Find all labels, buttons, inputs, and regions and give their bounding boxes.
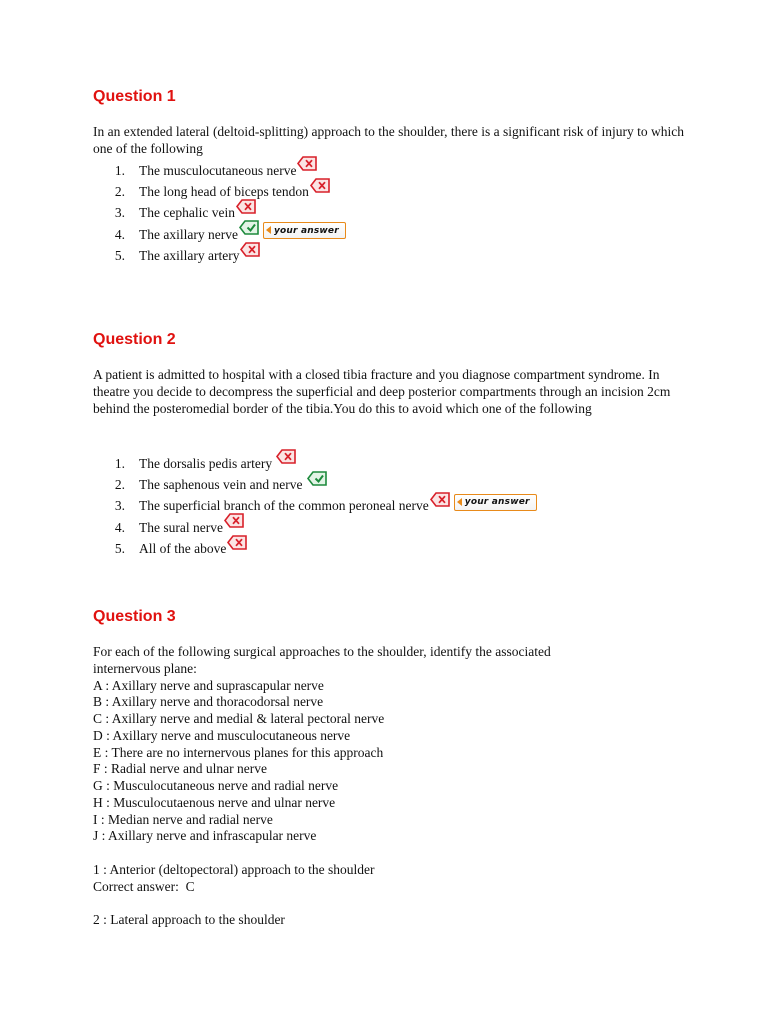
option-number: 3. xyxy=(114,205,125,221)
option-text: All of the above xyxy=(139,541,227,557)
option-text: The superficial branch of the common peroneal nerve xyxy=(139,498,429,514)
option-number: 5. xyxy=(114,248,125,264)
choice-i: I : Median nerve and radial nerve xyxy=(93,811,273,827)
option-number: 4. xyxy=(114,519,125,535)
question-1-stem: In an extended lateral (deltoid-splitting) approach to the shoulder, there is a significant risk of injury to which one of the following xyxy=(93,124,685,156)
item-1-correct-answer: Correct answer: C xyxy=(93,878,195,894)
question-3-body xyxy=(93,644,551,929)
wrong-icon xyxy=(227,535,247,556)
option-5[interactable] xyxy=(93,246,346,267)
option-2[interactable] xyxy=(93,181,346,202)
choice-h: H : Musculocutaenous nerve and ulnar nerve xyxy=(93,794,336,810)
option-number: 5. xyxy=(114,541,125,557)
option-1[interactable] xyxy=(93,160,346,181)
wrong-icon xyxy=(224,513,244,534)
choice-c: C : Axillary nerve and medial & lateral pectoral nerve xyxy=(93,711,385,726)
option-text: The musculocutaneous nerve xyxy=(139,162,297,178)
wrong-icon xyxy=(236,199,256,220)
option-text: The long head of biceps tendon xyxy=(139,184,309,200)
item-1: 1 : Anterior (deltopectoral) approach to the shoulder xyxy=(93,861,375,877)
option-number: 1. xyxy=(114,455,125,471)
choice-g: G : Musculocutaneous nerve and radial nerve xyxy=(93,778,339,793)
your-answer-badge: your answer xyxy=(454,494,537,511)
option-text: The axillary artery xyxy=(139,248,240,264)
question-1-title: Question 1 xyxy=(93,88,176,105)
question-3-stem-line: For each of the following surgical approaches to the shoulder, identify the associated xyxy=(93,644,551,659)
option-4[interactable] xyxy=(93,517,537,538)
option-number: 1. xyxy=(114,162,125,178)
option-5[interactable] xyxy=(93,539,537,560)
your-answer-badge: your answer xyxy=(263,222,346,239)
option-text: The axillary nerve xyxy=(139,226,238,242)
option-text: The cephalic vein xyxy=(139,205,235,221)
option-number: 3. xyxy=(114,498,125,514)
choice-b: B : Axillary nerve and thoracodorsal nerve xyxy=(93,694,324,710)
check-icon xyxy=(307,471,327,492)
option-3[interactable] xyxy=(93,496,537,517)
option-text: The saphenous vein and nerve xyxy=(139,477,303,493)
option-number: 2. xyxy=(114,184,125,200)
option-text: The sural nerve xyxy=(139,519,223,535)
wrong-icon xyxy=(297,156,317,177)
choice-a: A : Axillary nerve and suprascapular nerve xyxy=(93,677,324,693)
choice-j: J : Axillary nerve and infrascapular nerve xyxy=(93,828,317,844)
option-number: 4. xyxy=(114,226,125,242)
wrong-icon xyxy=(430,492,450,513)
item-2: 2 : Lateral approach to the shoulder xyxy=(93,912,285,927)
choice-e: E : There are no internervous planes for this approach xyxy=(93,744,384,760)
option-number: 2. xyxy=(114,477,125,493)
option-text: The dorsalis pedis artery xyxy=(139,455,273,471)
check-icon xyxy=(239,220,259,241)
question-1-options xyxy=(93,160,346,267)
question-3-title: Question 3 xyxy=(93,608,176,625)
question-2-title: Question 2 xyxy=(93,331,176,348)
question-2-options xyxy=(93,453,537,560)
question-3-stem-line: internervous plane: xyxy=(93,660,197,676)
wrong-icon xyxy=(310,178,330,199)
choice-f: F : Radial nerve and ulnar nerve xyxy=(93,761,267,777)
wrong-icon xyxy=(276,449,296,470)
question-2-stem: A patient is admitted to hospital with a closed tibia fracture and you diagnose compartment syndrome. In theatre you decide to decompress the superficial and deep posterior compartments through an incision 2cm behind the posteromedial border of the tibia.You do this to avoid which one of the following xyxy=(93,367,671,416)
option-4[interactable] xyxy=(93,224,346,245)
wrong-icon xyxy=(240,242,260,263)
choice-d: D : Axillary nerve and musculocutaneous nerve xyxy=(93,727,351,743)
